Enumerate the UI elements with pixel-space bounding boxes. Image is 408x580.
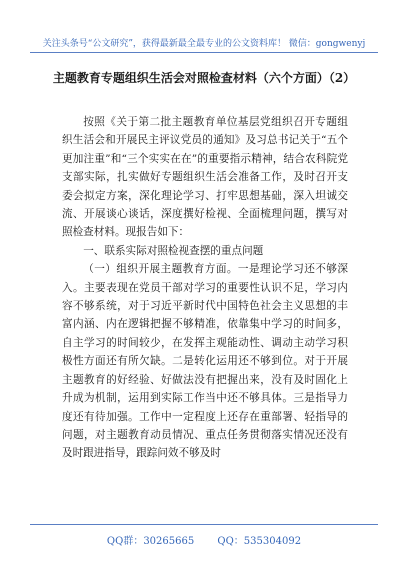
header-banner: 关注头条号“公文研究”，获得最新最全最专业的公文资料库！ 微信：gongwenyj (42, 39, 366, 49)
footer-qq-group: QQ群：30265665 (106, 536, 195, 547)
body-paragraph: （一）组织开展主题教育方面。一是理论学习还不够深入。主要表现在党员干部对学习的重要性认识不足，学习内容不够系统，对于习近平新时代中国特色社会主义思想的丰富内涵、内在逻辑把握不够精准，依靠集中学习的时间多，自主学习的时间较少，在发挥主观能动性、调动主动学习积极性方面还有所欠缺。二是转化运用还不够到位。对于开展主题教育的好经验、好做法没有把握出来，没有及时固化上升成为机制，运用到实际工作当中还不够具体。三是指导力度还有待加强。工作中一定程度上还存在重部署、轻指导的问题，对主题教育动员情况、重点任务贯彻落实情况还没有及时跟进指导，跟踪问效不够及时 (62, 263, 348, 460)
document-body (62, 113, 348, 463)
footer-divider (30, 524, 378, 525)
footer-qq: QQ：535304092 (217, 536, 302, 547)
header-divider (30, 52, 378, 53)
intro-paragraph: 按照《关于第二批主题教育单位基层党组织召开专题组织生活会和开展民主评议党员的通知》及习总书记关于“五个更加注重”和“三个实实在在”的重要指示精神，结合农科院党支部实际，扎实做好专题组织生活会准备工作，及时召开支委会拟定方案，深化理论学习、打牢思想基础，深入坦诚交流、开展谈心谈话，深度撰好检视、全面梳理问题，撰写对照检查材料。现报告如下： (62, 116, 348, 239)
footer (0, 532, 408, 547)
section-heading: 一、联系实际对照检视查摆的重点问题 (83, 244, 264, 257)
document-title: 主题教育专题组织生活会对照检查材料（六个方面）（2） (52, 71, 356, 85)
